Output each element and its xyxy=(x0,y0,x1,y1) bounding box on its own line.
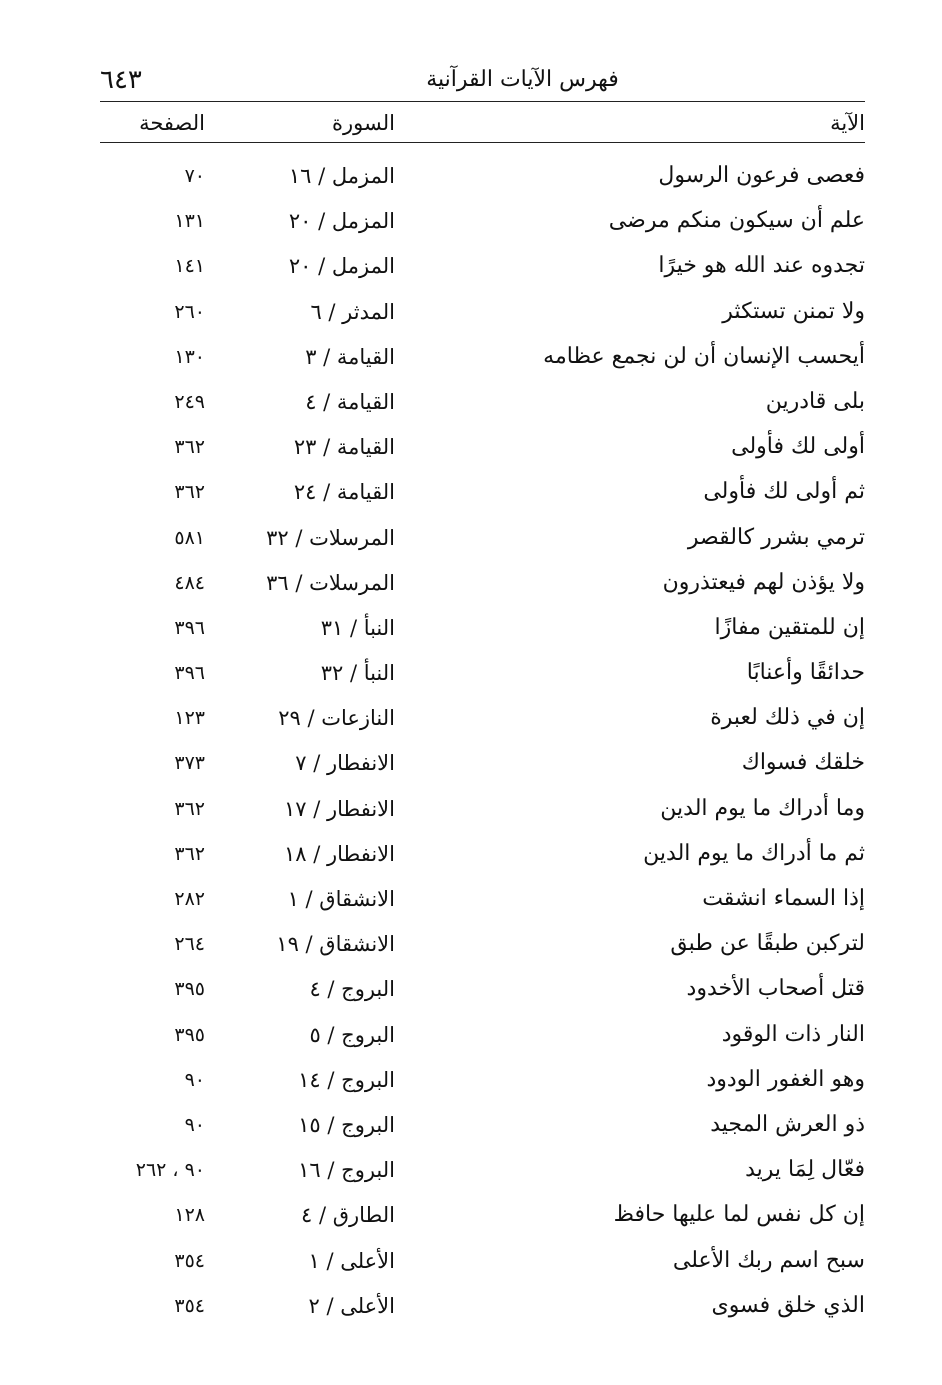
page-reference: ١٢٣ xyxy=(174,707,205,730)
page-reference: ٣٩٦ xyxy=(174,662,205,685)
table-row xyxy=(100,335,865,380)
table-row xyxy=(100,470,865,515)
surah-reference: البروج / ١٥ xyxy=(298,1112,395,1137)
page-reference: ٣٦٢ xyxy=(174,797,205,820)
page-reference: ٢٦٠ xyxy=(174,300,205,323)
page-reference: ٣٦٢ xyxy=(174,481,205,504)
running-title: فهرس الآيات القرآنية xyxy=(426,67,619,92)
page-reference: ٣٦٢ xyxy=(174,842,205,865)
table-row xyxy=(100,787,865,832)
page-reference: ٣٧٣ xyxy=(174,752,205,775)
surah-reference: الانشقاق / ١ xyxy=(287,887,395,911)
surah-reference: النبأ / ٣٢ xyxy=(320,661,395,686)
page-reference: ١٤١ xyxy=(174,255,205,278)
verse-text: الذي خلق فسوى xyxy=(711,1292,865,1318)
table-row xyxy=(100,696,865,741)
table-row xyxy=(100,290,865,335)
page-reference: ١٣١ xyxy=(174,210,205,233)
verse-text: النار ذات الوقود xyxy=(721,1021,865,1047)
verse-text: ذو العرش المجيد xyxy=(710,1111,865,1137)
page-reference: ٩٠ xyxy=(184,1113,205,1136)
table-row xyxy=(100,606,865,651)
verse-text: لتركبن طبقًا عن طبق xyxy=(670,931,865,957)
header-rule-top xyxy=(100,101,865,102)
verse-text: ثم ما أدراك ما يوم الدين xyxy=(643,840,865,866)
surah-reference: المرسلات / ٣٦ xyxy=(266,570,395,595)
table-row xyxy=(100,244,865,289)
verse-text: وما أدراك ما يوم الدين xyxy=(660,795,865,821)
column-header-surah: السورة xyxy=(332,111,395,135)
verse-text: ولا تمنن تستكثر xyxy=(722,298,865,324)
running-head xyxy=(100,60,865,100)
surah-reference: الأعلى / ١ xyxy=(308,1248,395,1273)
verse-text: إن للمتقين مفازًا xyxy=(714,614,865,640)
page-reference: ٢٤٩ xyxy=(174,390,205,413)
surah-reference: البروج / ٥ xyxy=(309,1022,395,1047)
page-reference: ٣٩٥ xyxy=(174,1023,205,1046)
page-reference: ٣٥٤ xyxy=(174,1249,205,1272)
verse-text: أيحسب الإنسان أن لن نجمع عظامه xyxy=(543,343,865,369)
verse-text: إن في ذلك لعبرة xyxy=(710,705,865,731)
table-row xyxy=(100,832,865,877)
page-reference: ١٣٠ xyxy=(174,345,205,368)
table-row xyxy=(100,1058,865,1103)
page-reference: ٢٨٢ xyxy=(174,888,205,910)
surah-reference: النازعات / ٢٩ xyxy=(278,706,395,731)
surah-reference: القيامة / ٣ xyxy=(305,344,395,369)
column-header-verse: الآية xyxy=(830,111,865,135)
page-reference: ٣٩٥ xyxy=(174,978,205,1001)
table-row xyxy=(100,922,865,967)
verse-text: ولا يؤذن لهم فيعتذرون xyxy=(662,569,865,595)
table-row xyxy=(100,651,865,696)
column-headers xyxy=(100,104,865,142)
page-reference: ٩٠ ، ٢٦٢ xyxy=(135,1159,205,1182)
table-row xyxy=(100,516,865,561)
verse-text: تجدوه عند الله هو خيرًا xyxy=(658,253,865,279)
verse-text: ثم أولى لك فأولى xyxy=(703,479,865,505)
verse-text: إذا السماء انشقت xyxy=(702,886,865,911)
surah-reference: المزمل / ٢٠ xyxy=(288,209,395,234)
verse-text: أولى لك فأولى xyxy=(731,434,865,460)
table-row xyxy=(100,1239,865,1284)
verse-text: سبح اسم ربك الأعلى xyxy=(672,1247,865,1273)
verse-text: قتل أصحاب الأخدود xyxy=(686,976,865,1002)
surah-reference: المزمل / ٢٠ xyxy=(288,254,395,279)
surah-reference: القيامة / ٢٤ xyxy=(293,480,395,505)
table-row xyxy=(100,561,865,606)
surah-reference: الانفطار / ١٧ xyxy=(283,796,395,821)
verse-text: بلى قادرين xyxy=(765,388,865,414)
surah-reference: الانشقاق / ١٩ xyxy=(276,932,395,957)
table-row xyxy=(100,877,865,922)
table-row xyxy=(100,1193,865,1238)
surah-reference: القيامة / ٢٣ xyxy=(293,435,395,460)
surah-reference: المدثر / ٦ xyxy=(310,299,395,324)
column-header-page: الصفحة xyxy=(139,111,205,135)
table-row xyxy=(100,1148,865,1193)
table-row xyxy=(100,967,865,1012)
table-row xyxy=(100,1013,865,1058)
surah-reference: الانفطار / ٧ xyxy=(295,751,395,776)
page-reference: ٣٦٢ xyxy=(174,436,205,459)
surah-reference: القيامة / ٤ xyxy=(305,389,395,414)
surah-reference: البروج / ١٤ xyxy=(298,1067,395,1092)
surah-reference: المرسلات / ٣٢ xyxy=(266,525,395,550)
page-reference: ٢٦٤ xyxy=(174,933,205,956)
page-reference: ٩٠ xyxy=(184,1068,205,1091)
surah-reference: البروج / ١٦ xyxy=(298,1158,395,1183)
page-reference: ٣٥٤ xyxy=(174,1294,205,1317)
table-row xyxy=(100,154,865,199)
verse-text: علم أن سيكون منكم مرضى xyxy=(608,208,865,234)
verse-text: حدائقًا وأعنابًا xyxy=(746,660,865,686)
header-rule-bottom xyxy=(100,142,865,143)
surah-reference: الأعلى / ٢ xyxy=(308,1293,395,1318)
table-row xyxy=(100,1103,865,1148)
surah-reference: الطارق / ٤ xyxy=(301,1203,395,1228)
table-row xyxy=(100,425,865,470)
index-table xyxy=(100,154,865,1329)
page-number: ٦٤٣ xyxy=(100,65,142,95)
verse-text: فعّال لِمَا يريد xyxy=(745,1157,865,1183)
page-reference: ٣٩٦ xyxy=(174,616,205,639)
surah-reference: المزمل / ١٦ xyxy=(288,164,395,188)
table-row xyxy=(100,380,865,425)
surah-reference: النبأ / ٣١ xyxy=(320,615,395,640)
surah-reference: الانفطار / ١٨ xyxy=(283,841,395,866)
page-reference: ٧٠ xyxy=(184,165,205,187)
surah-reference: البروج / ٤ xyxy=(309,977,395,1002)
table-row xyxy=(100,199,865,244)
verse-text: وهو الغفور الودود xyxy=(706,1066,865,1092)
verse-text: خلقك فسواك xyxy=(741,750,865,776)
verse-text: إن كل نفس لما عليها حافظ xyxy=(613,1202,865,1228)
page-reference: ١٢٨ xyxy=(174,1204,205,1227)
table-row xyxy=(100,1284,865,1329)
table-row xyxy=(100,741,865,786)
verse-text: ترمي بشرر كالقصر xyxy=(687,524,865,550)
page-reference: ٤٨٤ xyxy=(174,571,205,594)
page-reference: ٥٨١ xyxy=(174,526,205,549)
verse-text: فعصى فرعون الرسول xyxy=(658,163,865,188)
